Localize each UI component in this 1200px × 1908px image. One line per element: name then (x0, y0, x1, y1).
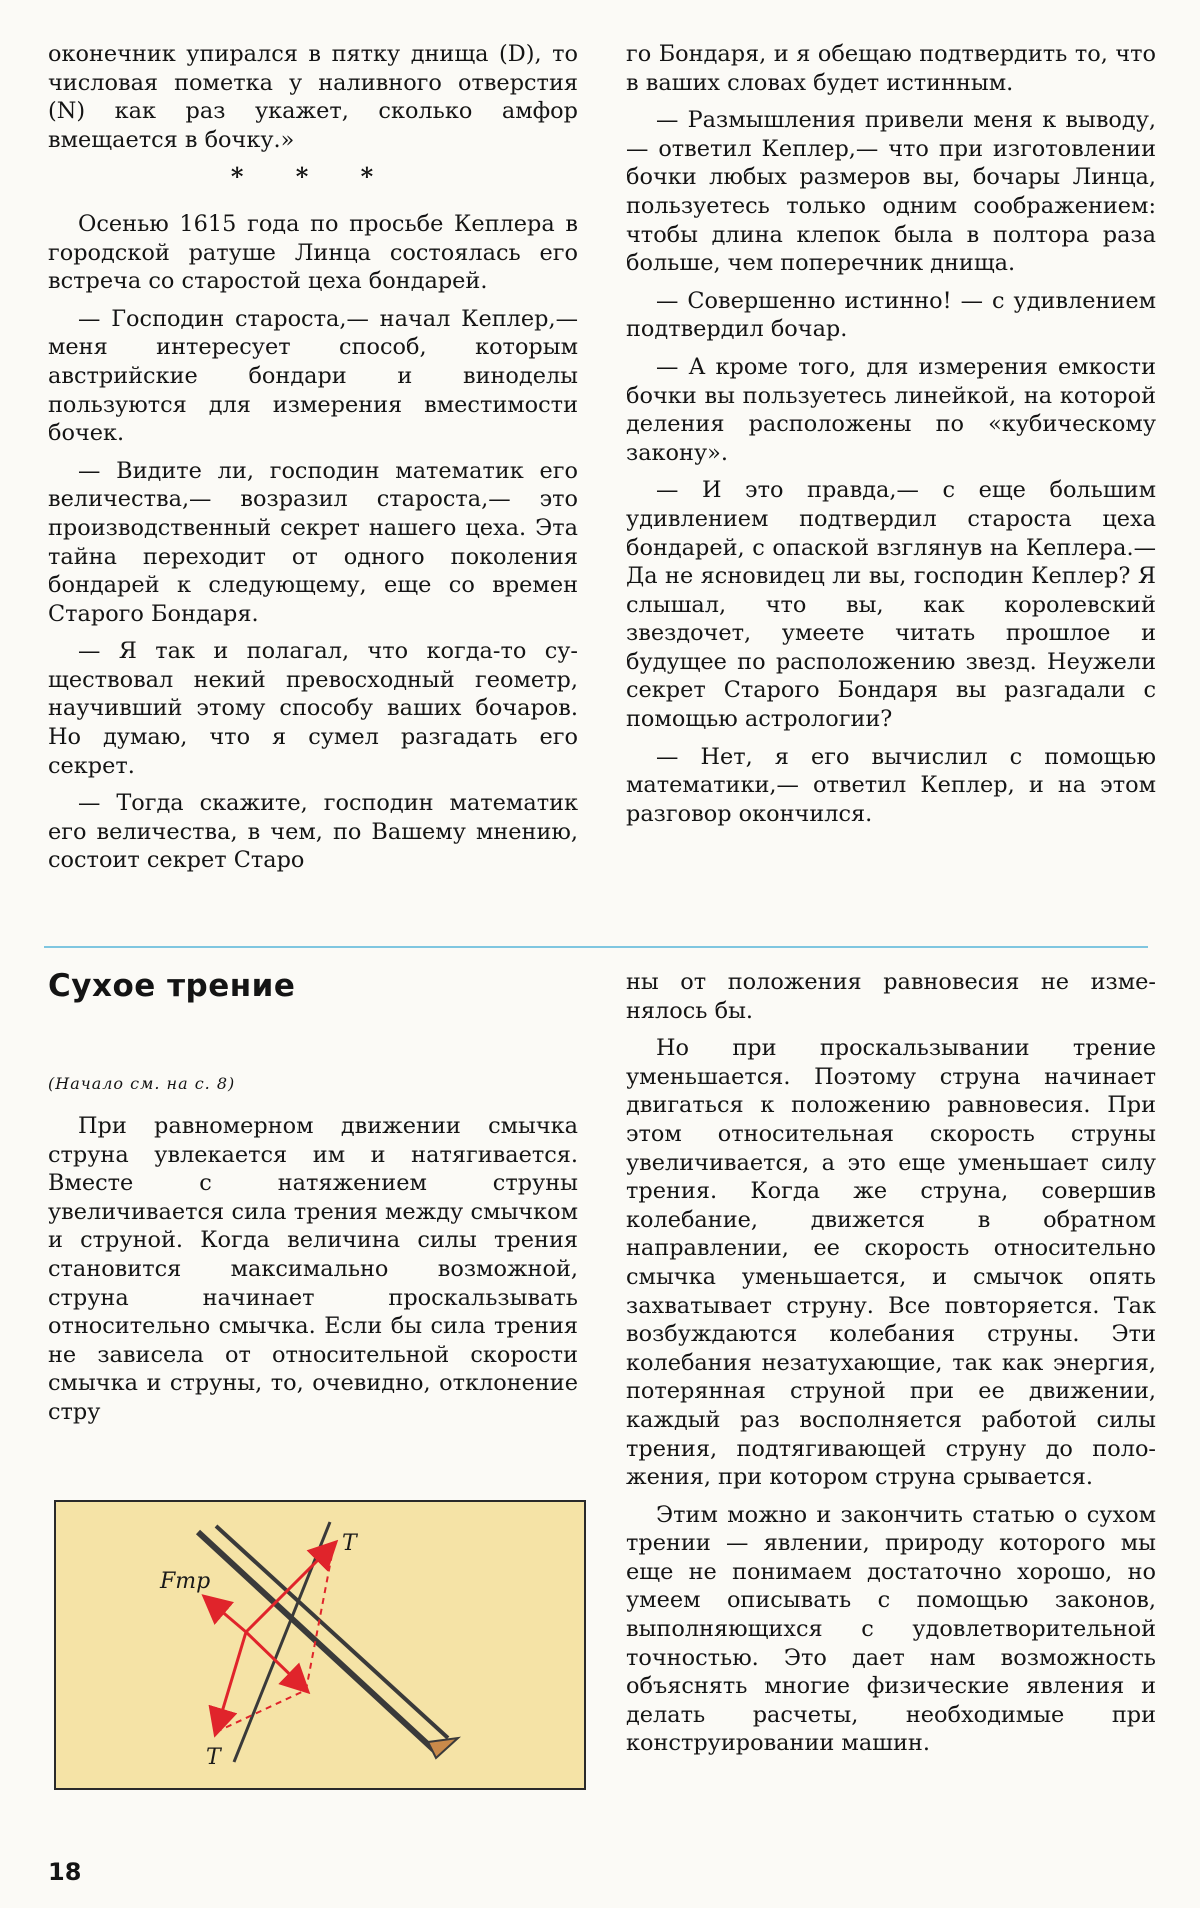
paragraph: — А кроме того, для измерения емкости бочки вы пользуетесь линейкой, на которой деления расположены по «кубическому закону». (626, 353, 1156, 466)
column-bottom-right (626, 968, 1156, 1767)
paragraph: — Господин староста,— начал Кеплер,— меня интересует способ, которым австрийские бондари и виноделы пользуются для измерения вместимости бочек. (48, 305, 578, 447)
paragraph: — Видите ли, господин математик его величества,— возразил староста,— это производственный секрет нашего цеха. Эта тайна переходит от одного поколения бондарей к следующему, еще со времен Старого Бондаря. (48, 457, 578, 627)
paragraph: — Размышления привели меня к выводу,— ответил Кеплер,— что при изготовлении бочки любых размеров вы, бочары Линца, пользуетесь только одним соображением: чтобы длина клепок была в полтора раза больше, чем поперечник днища. (626, 107, 1156, 277)
paragraph: го Бондаря, и я обещаю подтвердить то, что в ваших словах будет истинным. (626, 41, 1156, 96)
paragraph: — Совершенно истинно! — с удивлением подтвердил бочар. (626, 287, 1156, 343)
friction-arrow (206, 1598, 246, 1632)
continuation-note: (Начало см. на с. 8) (48, 1074, 236, 1093)
bow-tip (428, 1738, 458, 1758)
paragraph: Но при проскальзывании трение уменьшается. Поэтому струна начинает двигаться к положению равновесия. При этом относительная скорость струны увеличивается, а это еще уменьшает силу трения. Когда же струна, совершив колебание, движется в обратном направлении, ее скорость относительно смычка уменьшается, и смычок опять захватывает струну. Все повторяется. Так возбуждаются колебания струны. Эти колебания незатухающие, так как энергия, потерянная струной при ее движении, каждый раз восполняется работой силы трения, подтягивающей струну до положения, при котором струна срывается. (626, 1035, 1156, 1491)
section-separator: * * * (230, 162, 396, 192)
section-title: Сухое трение (48, 968, 296, 1004)
paragraph: — И это правда,— с еще большим удивлением подтвердил староста цеха бондарей, с опаской взглянув на Кеплера.— Да не ясновидец ли вы, господин Кеплер? Я слышал, что вы, как королевский звездочет, умеете читать прошлое и будущее по расположению звезд. Неужели секрет Старого Бондаря вы разгадали с помощью астрологии? (626, 477, 1156, 733)
resultant-arrow (246, 1632, 306, 1690)
paragraph: — Я так и полагал, что когда-то существовал некий превосходный геометр, научивший этому способу ваших бочаров. Но думаю, что я сумел разгадать его секрет. (48, 638, 578, 779)
tension-bottom-arrow (216, 1632, 246, 1732)
tension-top-label: T (342, 1531, 357, 1556)
bow-string-figure (54, 1500, 586, 1790)
column-top-left (48, 40, 578, 884)
paragraph: — Нет, я его вычислил с помощью математики,— ответил Кеплер, и на этом разговор окончился. (626, 743, 1156, 827)
column-top-right (626, 40, 1156, 837)
force-diagram (56, 1502, 584, 1788)
paragraph: При равномерном движении смычка струна увлекается им и натягивается. Вместе с натяжением струны увеличивается сила трения между смычком и струной. Когда величина силы трения становится максимально возможной, струна начинает проскальзывать относительно смычка. Если бы сила трения не зависела от относительной скорости смычка и струны, то, очевидно, отклонение стру (48, 1113, 578, 1425)
page-number: 18 (48, 1858, 82, 1886)
paragraph: ны от положения равновесия не изменялось бы. (626, 969, 1156, 1024)
tension-bottom-label: T (206, 1745, 221, 1770)
paragraph: оконечник упирался в пятку днища (D), то числовая пометка у наливного отверстия (N) как раз укажет, сколько амфор вмещается в бочку.» (48, 41, 578, 153)
section-divider-rule (44, 946, 1148, 948)
paragraph: Этим можно и закончить статью о сухом трении — явлении, природу которого мы еще не понимаем достаточно хорошо, но умеем описывать с помощью законов, выполняющихся с удовлетворительной точностью. Это дает нам возможность объяснять многие физические явления и делать расчеты, необходимые при конструировании машин. (626, 1501, 1156, 1757)
friction-label: Fтр (160, 1569, 211, 1594)
paragraph: — Тогда скажите, господин математик его величества, в чем, по Вашему мнению, состоит секрет Старо (48, 790, 578, 874)
paragraph: Осенью 1615 года по просьбе Кеплера в городской ратуше Линца состоялась его встреча со старостой цеха бондарей. (48, 210, 578, 295)
column-bottom-left (48, 1112, 578, 1436)
